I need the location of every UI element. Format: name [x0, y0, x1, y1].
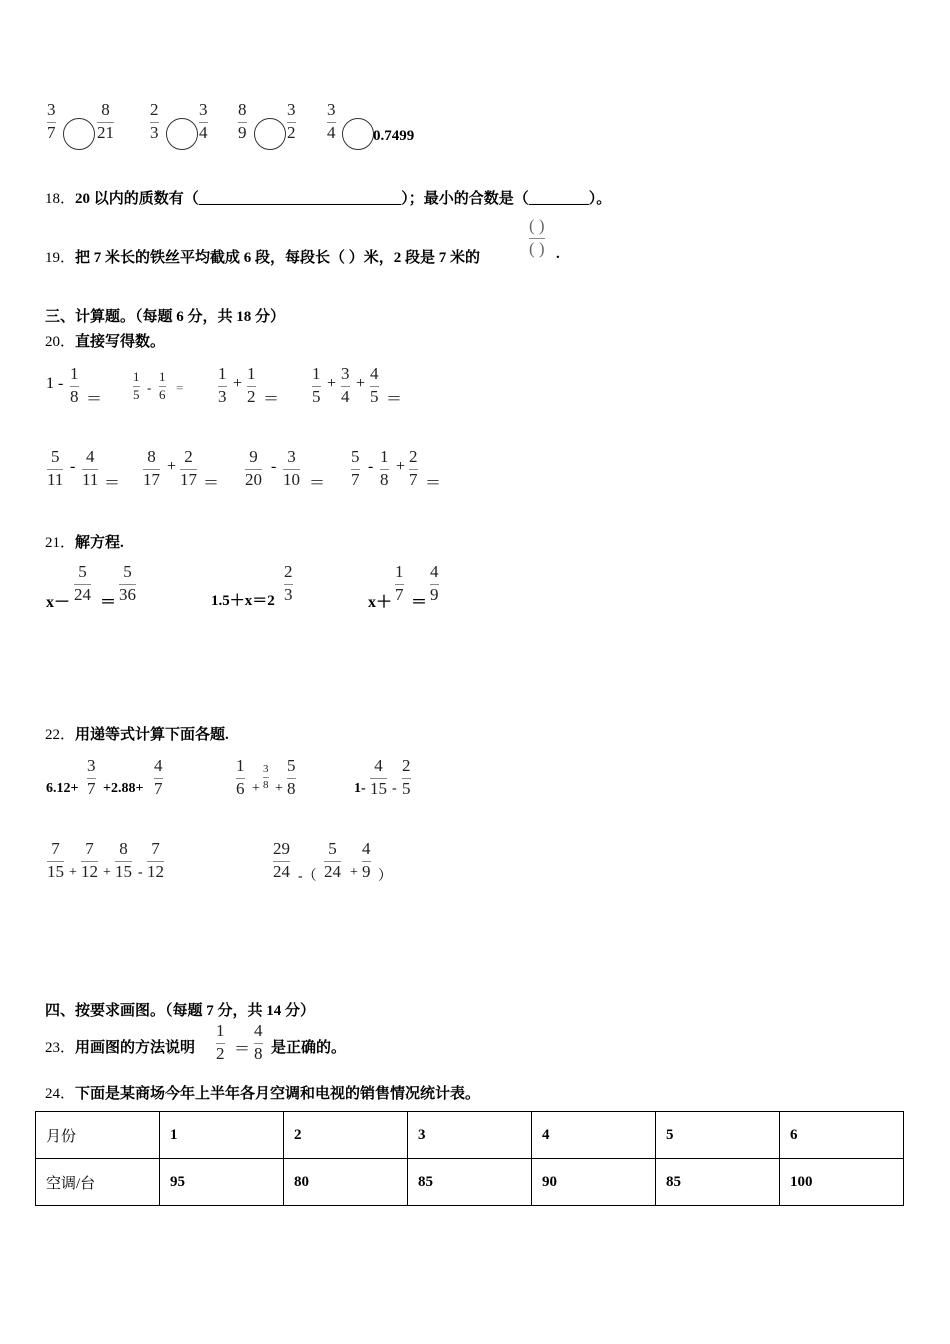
fraction: 1 6 [159, 369, 166, 403]
table-cell: 6 [780, 1112, 904, 1159]
fraction: 9 20 [245, 447, 262, 489]
fraction: 5 7 [351, 447, 360, 489]
operator: - [271, 458, 277, 475]
compare-circle[interactable] [63, 118, 95, 150]
equals: ＝ [86, 391, 103, 408]
operator: + [103, 865, 111, 880]
section-title: 四、按要求画图。（每题 7 分，共 14 分） [45, 1003, 316, 1019]
fraction: 1 8 [70, 364, 79, 406]
question-number: 24． [45, 1086, 76, 1102]
fraction: 5 24 [324, 839, 341, 881]
table-cell: 95 [160, 1159, 284, 1206]
fraction: 3 10 [283, 447, 300, 489]
equation-lead: x－ [46, 594, 71, 611]
operator: + [167, 458, 177, 475]
equation-lead: x＋ [368, 594, 393, 611]
table-cell: 空调/台 [36, 1159, 160, 1206]
section-title: 三、计算题。（每题 6 分，共 18 分） [45, 309, 286, 325]
fraction: 7 15 [47, 839, 64, 881]
equals: ＝ [234, 1041, 251, 1058]
question-21 [45, 531, 124, 552]
fraction: 4 8 [254, 1021, 263, 1063]
table-cell: 3 [408, 1112, 532, 1159]
table-cell: 月份 [36, 1112, 160, 1159]
fraction: 2 5 [402, 756, 411, 798]
equals: ＝ [386, 391, 403, 408]
fraction: 4 5 [370, 364, 379, 406]
operator: + [396, 458, 406, 475]
fraction: 3 2 [287, 100, 296, 142]
fraction: 2 3 [150, 100, 159, 142]
fraction: 2 17 [180, 447, 197, 489]
fraction: 5 24 [74, 562, 91, 604]
fraction: 8 9 [238, 100, 247, 142]
fraction: 4 11 [82, 447, 99, 489]
equation-lead: 1.5＋x＝2 [211, 593, 275, 609]
expression-lead: 1 - [46, 375, 64, 392]
operator: + [350, 865, 358, 880]
fraction: 3 4 [327, 100, 336, 142]
table-cell: 100 [780, 1159, 904, 1206]
fraction: 7 12 [147, 839, 164, 881]
fraction: 5 11 [47, 447, 64, 489]
fraction: 4 7 [154, 756, 163, 798]
fraction: 1 3 [218, 364, 227, 406]
operator: -（ [298, 869, 317, 884]
operator: + [356, 375, 366, 392]
operator: - [70, 458, 76, 475]
blank-fraction[interactable]: ( ) ( ) [529, 216, 545, 258]
compare-circle[interactable] [342, 118, 374, 150]
equals: ＝ [104, 475, 121, 492]
table-cell: 1 [160, 1112, 284, 1159]
fraction: 8 21 [97, 100, 114, 142]
fraction: 2 7 [409, 447, 418, 489]
table-header-row [36, 1112, 904, 1159]
operator: - [138, 865, 143, 880]
question-23 [45, 1036, 195, 1057]
equals: = [176, 380, 184, 395]
bracket-close: ） [378, 869, 392, 884]
expression-mid: +2.88+ [103, 781, 144, 796]
question-number: 22． [45, 727, 76, 743]
fraction: 3 4 [341, 364, 350, 406]
operator: + [275, 781, 283, 796]
decimal-value: 0.7499 [373, 128, 415, 144]
operator: - [392, 781, 397, 796]
table-cell: 5 [656, 1112, 780, 1159]
question-20 [45, 330, 165, 351]
fraction: 2 3 [284, 562, 293, 604]
fraction: 4 9 [362, 839, 371, 881]
fraction: 5 36 [119, 562, 136, 604]
fraction: 1 7 [395, 562, 404, 604]
fraction: 1 5 [312, 364, 321, 406]
question-number: 21． [45, 535, 76, 551]
operator: + [69, 865, 77, 880]
fraction: 4 15 [370, 756, 387, 798]
question-text: 把 7 米长的铁丝平均截成 6 段，每段长（ ）米，2 段是 7 米的 [75, 250, 481, 266]
question-number: 18． [45, 191, 76, 207]
fraction: 1 2 [216, 1021, 225, 1063]
question-text: 下面是某商场今年上半年各月空调和电视的销售情况统计表。 [75, 1086, 481, 1102]
operator: + [233, 375, 243, 392]
equals: ＝ [425, 475, 442, 492]
question-19 [45, 246, 480, 267]
table-cell: 90 [532, 1159, 656, 1206]
question-text: 是正确的。 [271, 1040, 347, 1056]
equals: ＝ [411, 594, 428, 611]
question-18 [45, 187, 611, 208]
fraction: 5 8 [287, 756, 296, 798]
question-text: 直接写得数。 [75, 334, 166, 350]
fraction: 7 12 [81, 839, 98, 881]
compare-circle[interactable] [166, 118, 198, 150]
expression-lead: 6.12+ [46, 781, 79, 796]
period: . [556, 246, 560, 262]
fraction: 1 2 [247, 364, 256, 406]
question-number: 20． [45, 334, 76, 350]
fraction: 1 8 [380, 447, 389, 489]
fraction: 3 8 [263, 763, 269, 792]
fraction: 1 5 [133, 369, 140, 403]
question-text: 20 以内的质数有（___________________________）；最小的合数是（________）。 [75, 191, 612, 207]
fraction: 1 6 [236, 756, 245, 798]
table-cell: 2 [284, 1112, 408, 1159]
table-cell: 80 [284, 1159, 408, 1206]
equals: ＝ [203, 475, 220, 492]
operator: - [147, 380, 152, 395]
equals: ＝ [263, 391, 280, 408]
fraction: 3 7 [87, 756, 96, 798]
compare-circle[interactable] [254, 118, 286, 150]
operator: + [327, 375, 337, 392]
question-number: 19． [45, 250, 76, 266]
question-24 [45, 1082, 480, 1103]
fraction: 3 7 [47, 100, 56, 142]
fraction: 29 24 [273, 839, 290, 881]
table-row [36, 1159, 904, 1206]
question-text: 用递等式计算下面各题. [75, 727, 229, 743]
operator: + [252, 781, 260, 796]
expression-lead: 1- [354, 781, 366, 796]
fraction: 8 17 [143, 447, 160, 489]
question-text: 用画图的方法说明 [75, 1040, 196, 1056]
table-cell: 4 [532, 1112, 656, 1159]
table-cell: 85 [656, 1159, 780, 1206]
question-text: 解方程. [75, 535, 124, 551]
fraction: 3 4 [199, 100, 208, 142]
equals: ＝ [100, 594, 117, 611]
question-number: 23． [45, 1040, 76, 1056]
operator: - [368, 458, 374, 475]
equals: ＝ [309, 475, 326, 492]
question-22 [45, 723, 229, 744]
sales-table [35, 1111, 904, 1206]
fraction: 4 9 [430, 562, 439, 604]
table-cell: 85 [408, 1159, 532, 1206]
fraction: 8 15 [115, 839, 132, 881]
